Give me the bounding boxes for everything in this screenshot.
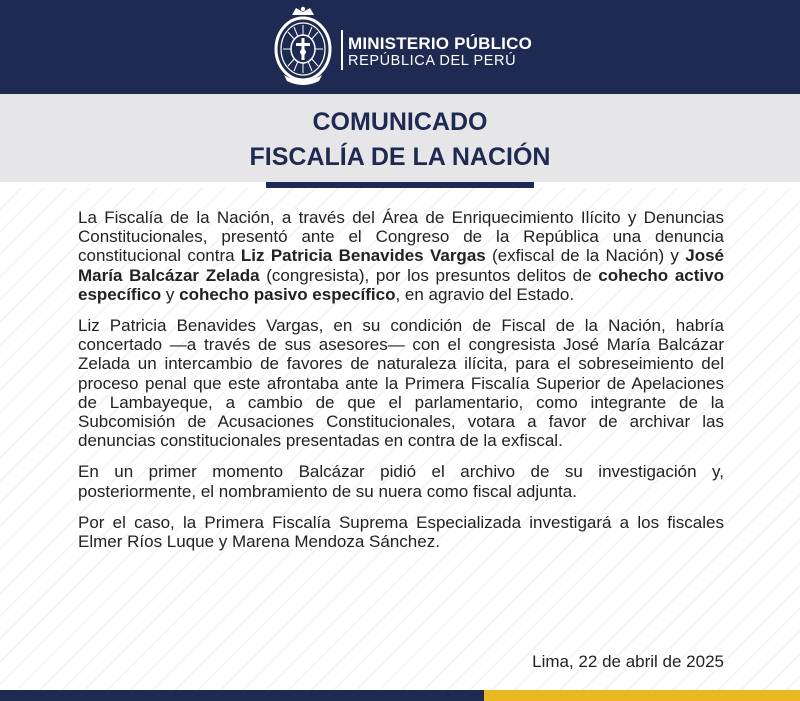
ministerio-publico-seal-icon <box>272 5 334 89</box>
title-fiscalia: FISCALÍA DE LA NACIÓN <box>249 143 551 171</box>
footer-navy-stripe <box>0 690 484 701</box>
title-comunicado: COMUNICADO <box>312 108 488 136</box>
paragraph-1 <box>78 208 724 304</box>
name-benavides: Liz Patricia Benavides Vargas <box>240 246 486 266</box>
brand-title: MINISTERIO PÚBLICO <box>348 34 532 53</box>
p1-text-a: La Fiscalía de la Nación, a través del Área de Enriquecimiento Ilícito y Denuncias Constitucionales, presentó ante el Congreso de la República una denuncia constitucional contra <box>78 208 724 266</box>
footer-gold-stripe <box>484 690 800 701</box>
p1-text-d: y <box>161 284 180 304</box>
name-balcazar: José María Balcázar Zelada <box>78 246 725 285</box>
p1-text-b: (exfiscal de la Nación) y <box>485 246 686 266</box>
paragraph-3: En un primer momento Balcázar pidió el archivo de su investigación y, posteriormente, el nombramiento de su nuera como fiscal adjunta. <box>78 462 724 501</box>
communique-body <box>78 208 724 563</box>
date-line: Lima, 22 de abril de 2025 <box>532 652 724 671</box>
brand-subtitle: REPÚBLICA DEL PERÚ <box>348 53 517 69</box>
header-bar <box>0 0 800 94</box>
paragraph-2: Liz Patricia Benavides Vargas, en su condición de Fiscal de la Nación, habría concertado —a través de sus asesores— con el congresista José María Balcázar Zelada un intercambio de favores de naturaleza ilícita, para el sobreseimiento del proceso penal que este afrontaba ante la Primera Fiscalía Superior de Apelaciones de Lambayeque, a cambio de que el parlamentario, como integrante de la Subcomisión de Acusaciones Constitucionales, votara a favor de archivar las denuncias constitucionales presentadas en contra de la exfiscal. <box>78 316 724 451</box>
crime-cohecho-activo: cohecho activo específico <box>78 265 724 304</box>
brand-divider <box>341 30 343 70</box>
paragraph-4: Por el caso, la Primera Fiscalía Suprema Especializada investigará a los fiscales Elmer Ríos Luque y Marena Mendoza Sánchez. <box>78 512 724 552</box>
crime-cohecho-pasivo: cohecho pasivo específico <box>179 284 396 304</box>
p1-text-e: , en agravio del Estado. <box>395 284 575 304</box>
p1-text-c: (congresista), por los presuntos delitos de <box>259 265 599 285</box>
